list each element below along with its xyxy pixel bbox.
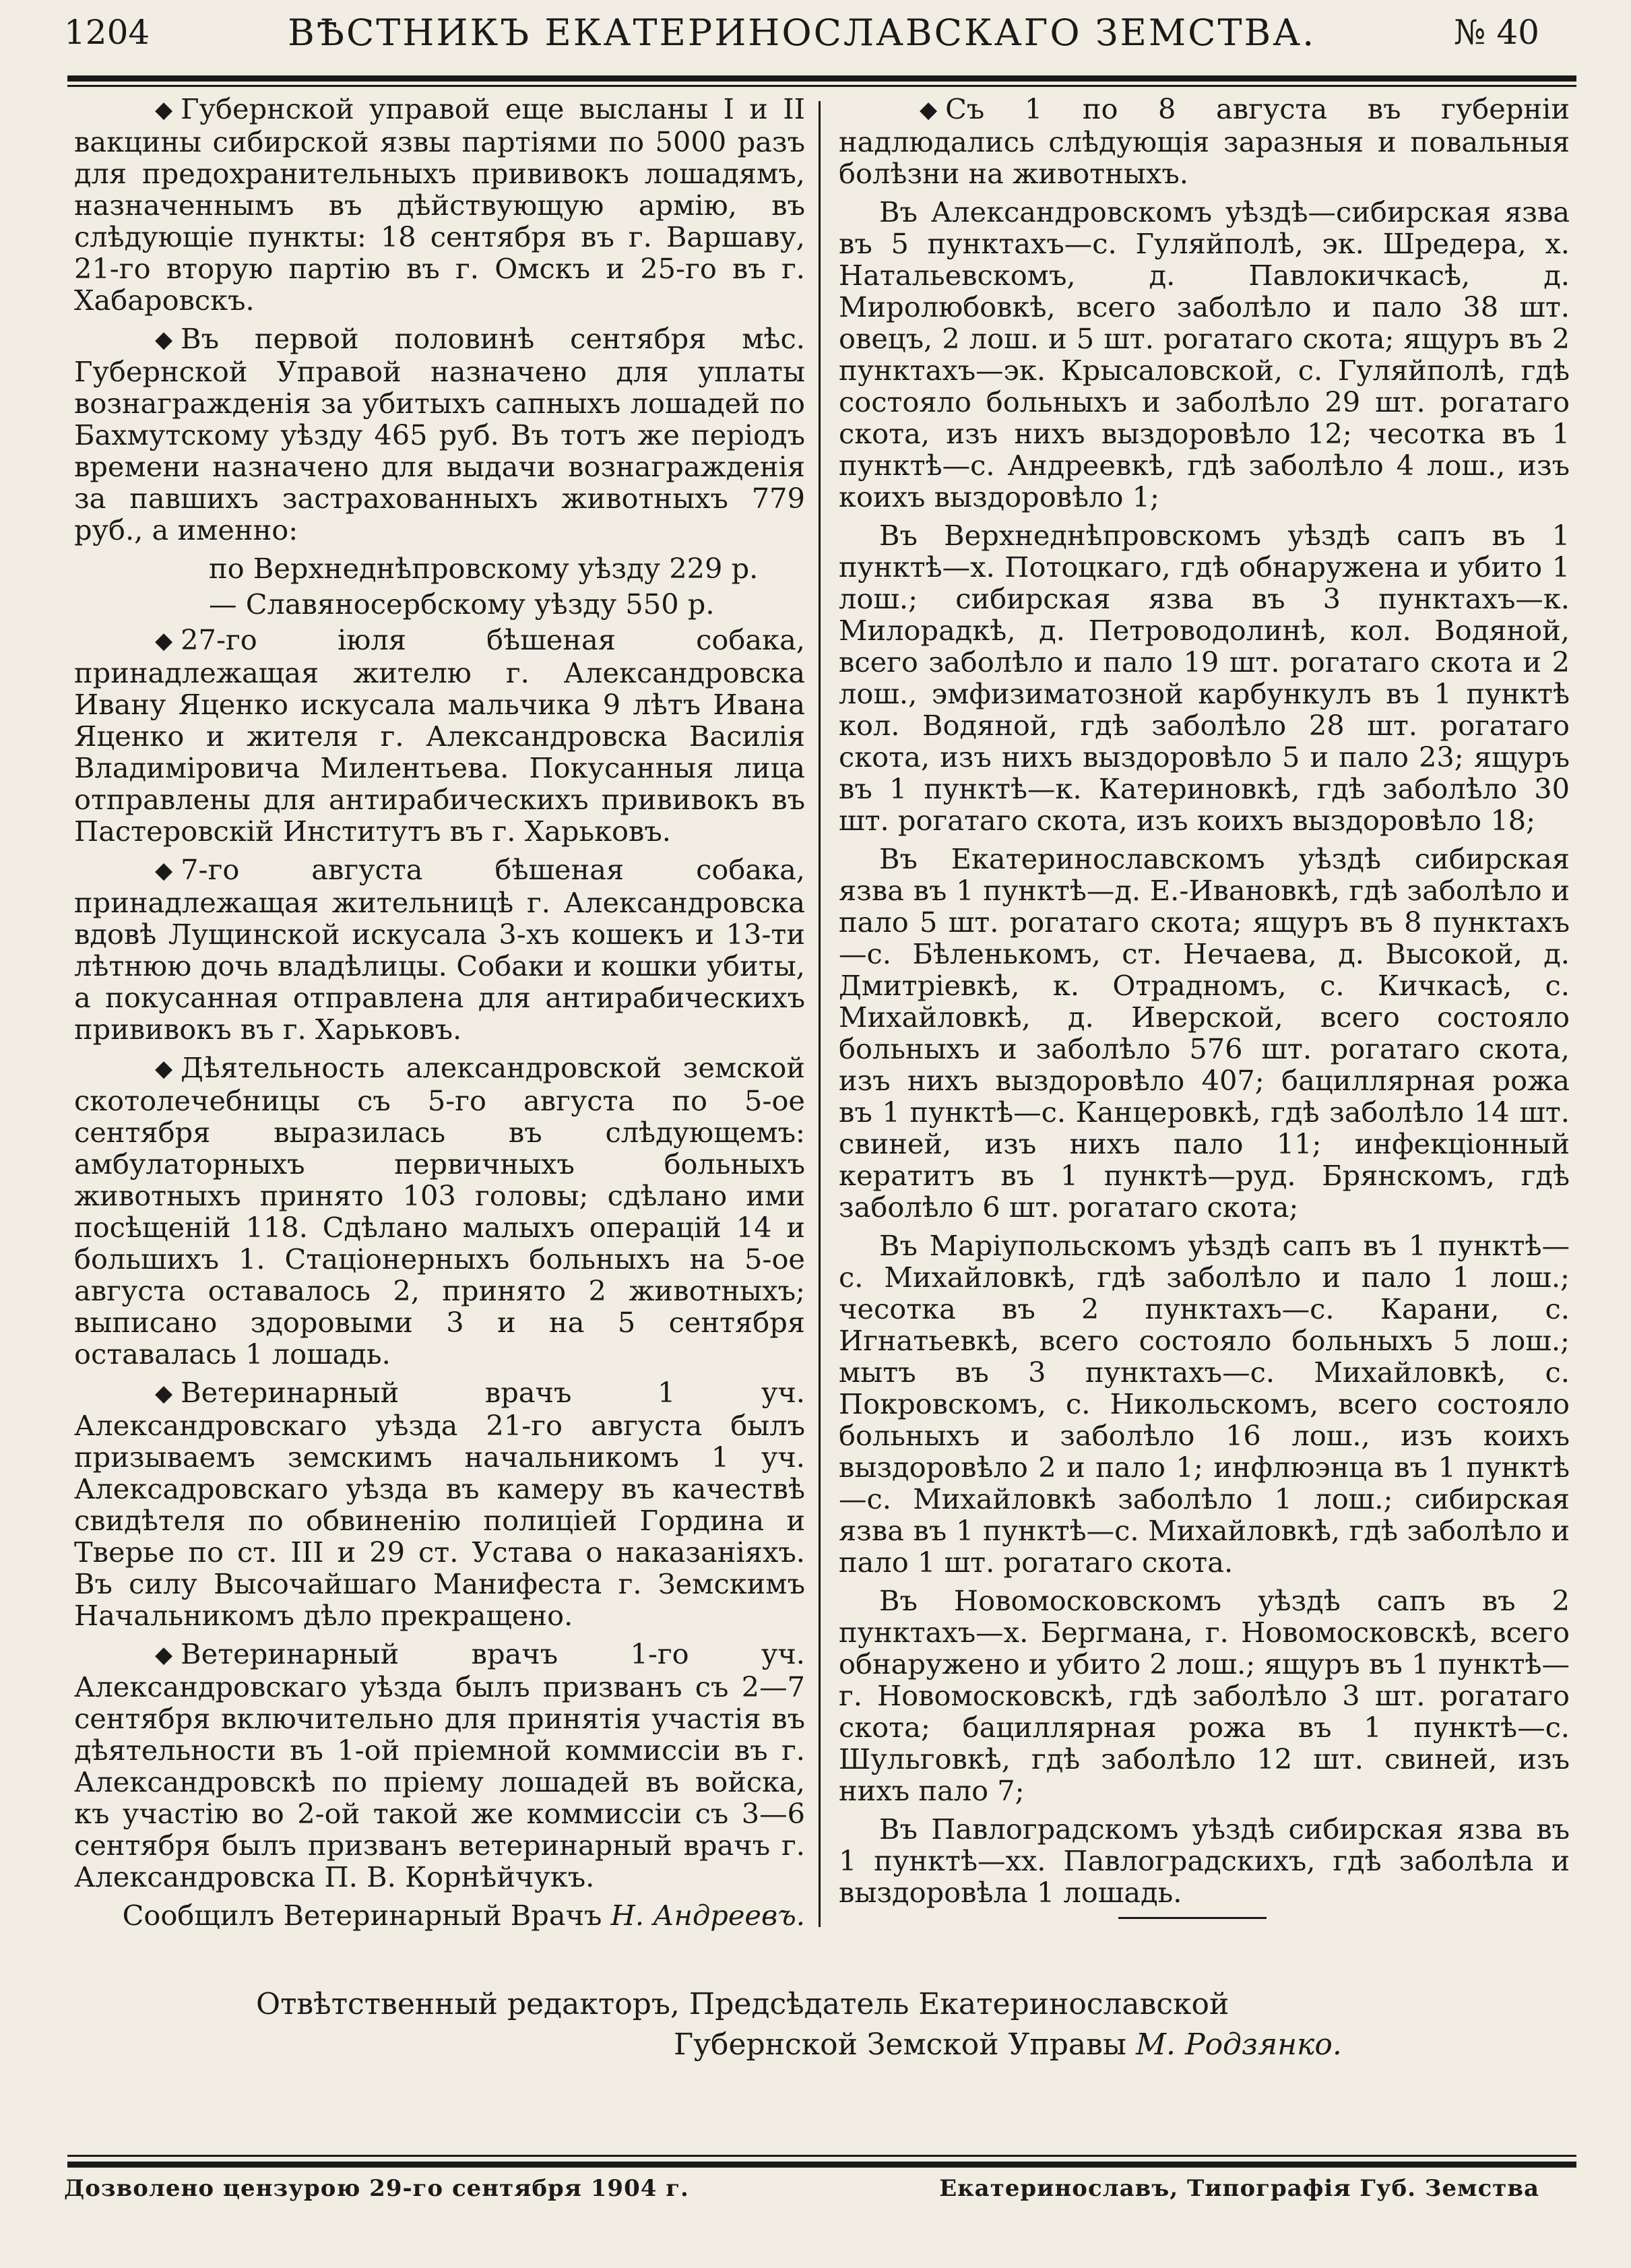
- diamond-ornament-icon: ◆: [155, 1380, 173, 1407]
- payment-line: по Верхнеднѣпровскому уѣзду 229 р.: [209, 552, 759, 585]
- page-header: [64, 5, 1539, 59]
- news-item: ◆ Дѣятельность александровской земской скотолечебницы съ 5-го августа по 5-ое сентября выразилась въ слѣдующемъ: амбулаторныхъ первичныхъ больныхъ животныхъ принято 103 головы; сдѣлано ими посѣщеній 118. Сдѣлано малыхъ операцій 14 и большихъ 1. Стаціонерныхъ больныхъ на 5-ое августа оставалось 2, принято 2 животныхъ; выписано здоровыми 3 и на 5 сентября оставалась 1 лошадь.: [74, 1051, 805, 1371]
- editor-line-2: Губернской Земской Управы М. Родзянко.: [674, 2027, 1342, 2062]
- district-report: Въ Верхнеднѣпровскомъ уѣздѣ сапъ въ 1 пунктѣ—х. Потоцкаго, гдѣ обнаружена и убито 1 лош.; сибирская язва въ 3 пунктахъ—к. Милорадкѣ, д. Петроводолинѣ, кол. Водяной, всего заболѣло и пало 19 шт. рогатаго скота и 2 лош., эмфизиматозной карбункулъ въ 1 пунктѣ кол. Водяной, гдѣ заболѣло 28 шт. рогатаго скота, изъ нихъ выздоровѣло 5 и пало 23; ящуръ въ 1 пунктѣ—к. Катериновкѣ, гдѣ заболѣло 30 шт. рогатаго скота, изъ коихъ выздоровѣло 18;: [839, 519, 1570, 837]
- editor-name: М. Родзянко.: [1135, 2027, 1342, 2062]
- footer-rule-thick: [67, 2162, 1576, 2168]
- news-item: ◆ Въ первой половинѣ сентября мѣс. Губернской Управой назначено для уплаты вознагражденія за убитыхъ сапныхъ лошадей по Бахмутскому уѣзду 465 руб. Въ тотъ же періодъ времени назначено для выдачи вознагражденія за павшихъ застрахованныхъ животныхъ 779 руб., а именно:: [74, 322, 805, 546]
- right-column: [839, 93, 1570, 1915]
- journal-title: ВѢСТНИКЪ ЕКАТЕРИНОСЛАВСКАГО ЗЕМСТВА.: [288, 11, 1316, 54]
- diamond-ornament-icon: ◆: [155, 1641, 173, 1668]
- printer-note: Екатеринославъ, Типографія Губ. Земства: [939, 2175, 1539, 2202]
- news-item: ◆ Ветеринарный врачъ 1 уч. Александровскаго уѣзда 21-го августа былъ призываемъ земскимъ начальникомъ 1 уч. Алексадровскаго уѣзда въ камеру въ качествѣ свидѣтеля по обвиненію полиціей Гордина и Тверье по ст. III и 29 ст. Устава о наказаніяхъ. Въ силу Высочайшаго Манифеста г. Земскимъ Начальникомъ дѣло прекращено.: [74, 1376, 805, 1632]
- news-item: ◆ 27-го іюля бѣшеная собака, принадлежащая жителю г. Александровска Ивану Яценко искусала мальчика 9 лѣтъ Ивана Яценко и жителя г. Александровска Василія Владиміровича Милентьева. Покусанныя лица отправлены для антирабическихъ прививокъ въ Пастеровскій Институтъ въ г. Харьковъ.: [74, 623, 805, 848]
- page-footer: [64, 2175, 1539, 2202]
- diamond-ornament-icon: ◆: [920, 96, 938, 123]
- left-column: [74, 93, 805, 1938]
- district-report: Въ Новомосковскомъ уѣздѣ сапъ въ 2 пунктахъ—х. Бергмана, г. Новомосковскѣ, всего обнаружено и убито 2 лош.; ящуръ въ 1 пунктѣ—г. Новомосковскѣ, гдѣ заболѣло 3 шт. рогатаго скота; бациллярная рожа въ 1 пунктѣ—с. Шульговкѣ, гдѣ заболѣло 12 шт. свиней, изъ нихъ пало 7;: [839, 1584, 1570, 1807]
- signature-line: Сообщилъ Ветеринарный Врачъ Н. Андреевъ.: [122, 1899, 805, 1932]
- signature-name: Н. Андреевъ.: [610, 1899, 805, 1932]
- diamond-ornament-icon: ◆: [155, 326, 173, 353]
- payment-line: — Славяносербскому уѣзду 550 р.: [209, 588, 715, 621]
- news-item: ◆ Съ 1 по 8 августа въ губерніи надлюдались слѣдующія заразныя и повальныя болѣзни на животныхъ.: [839, 92, 1570, 190]
- district-report: Въ Александровскомъ уѣздѣ—сибирская язва въ 5 пунктахъ—с. Гуляйполѣ, эк. Шредера, х. Натальевскомъ, д. Павлокичкасѣ, д. Миролюбовкѣ, всего заболѣло и пало 38 шт. овецъ, 2 лош. и 5 шт. рогатаго скота; ящуръ въ 2 пунктахъ—эк. Крысаловской, с. Гуляйполѣ, гдѣ состояло больныхъ и заболѣло 29 шт. рогатаго скота, изъ нихъ выздоровѣло 12; чесотка въ 1 пунктѣ—с. Андреевкѣ, гдѣ заболѣло 4 лош., изъ коихъ выздоровѣло 1;: [839, 195, 1570, 513]
- editor-credit: [256, 1984, 1342, 2065]
- diamond-ornament-icon: ◆: [155, 627, 173, 654]
- diamond-ornament-icon: ◆: [155, 96, 173, 123]
- news-item: ◆ 7-го августа бѣшеная собака, принадлежащая жительницѣ г. Александровска вдовѣ Лущинской искусала 3-хъ кошекъ и 13-ти лѣтнюю дочь владѣлицы. Собаки и кошки убиты, а покусанная отправлена для антирабическихъ прививокъ въ г. Харьковъ.: [74, 853, 805, 1046]
- header-rule: [67, 75, 1576, 82]
- end-rule: [1118, 1917, 1267, 1919]
- header-rule-thin: [67, 85, 1576, 87]
- page-number: 1204: [64, 13, 150, 52]
- district-report: Въ Екатеринославскомъ уѣздѣ сибирская язва въ 1 пунктѣ—д. Е.-Ивановкѣ, гдѣ заболѣло и пало 5 шт. рогатаго скота; ящуръ въ 8 пунктахъ—с. Бѣленькомъ, ст. Нечаева, д. Высокой, д. Дмитріевкѣ, к. Отрадномъ, с. Кичкасѣ, с. Михайловкѣ, д. Иверской, всего состояло больныхъ и заболѣло 576 шт. рогатаго скота, изъ нихъ выздоровѣло 407; бациллярная рожа въ 1 пунктѣ—с. Канцеровкѣ, гдѣ заболѣло 14 шт. свиней, изъ нихъ пало 11; инфекціонный кератитъ въ 1 пунктѣ—руд. Брянскомъ, гдѣ заболѣло 6 шт. рогатаго скота;: [839, 842, 1570, 1224]
- column-divider: [819, 101, 821, 1927]
- news-item: ◆ Губернской управой еще высланы I и II вакцины сибирской язвы партіями по 5000 разъ для предохранительныхъ прививокъ лошадямъ, назначеннымъ въ дѣйствующую армію, въ слѣдующіе пункты: 18 сентября въ г. Варшаву, 21-го вторую партію въ г. Омскъ и 25-го въ г. Хабаровскъ.: [74, 92, 805, 317]
- footer-rule: [67, 2155, 1576, 2157]
- editor-line-1: Отвѣтственный редакторъ, Предсѣдатель Екатеринославской: [256, 1987, 1229, 2021]
- censorship-note: Дозволено цензурою 29-го сентября 1904 г.: [64, 2175, 689, 2202]
- district-report: Въ Павлоградскомъ уѣздѣ сибирская язва въ 1 пунктѣ—хх. Павлоградскихъ, гдѣ заболѣла и выздоровѣла 1 лошадь.: [839, 1813, 1570, 1909]
- district-report: Въ Маріупольскомъ уѣздѣ сапъ въ 1 пунктѣ—с. Михайловкѣ, гдѣ заболѣло и пало 1 лош.; чесотка въ 2 пунктахъ—с. Карани, с. Игнатьевкѣ, всего состояло больныхъ 5 лош.; мытъ въ 3 пунктахъ—с. Михайловкѣ, с. Покровскомъ, с. Никольскомъ, всего состояло больныхъ и заболѣло 16 лош., изъ коихъ выздоровѣло 2 и пало 1; инфлюэнца въ 1 пунктѣ—с. Михайловкѣ заболѣло 1 лош.; сибирская язва въ 1 пунктѣ—с. Михайловкѣ, гдѣ заболѣло и пало 1 шт. рогатаго скота.: [839, 1229, 1570, 1579]
- issue-number: № 40: [1454, 13, 1539, 52]
- news-item: ◆ Ветеринарный врачъ 1-го уч. Александровскаго уѣзда былъ призванъ съ 2—7 сентября включительно для принятія участія въ дѣятельности въ 1-ой пріемной коммиссіи въ г. Александровскѣ по пріему лошадей въ войска, къ участію во 2-ой такой же коммиссіи съ 3—6 сентября былъ призванъ ветеринарный врачъ г. Александровска П. В. Корнѣйчукъ.: [74, 1637, 805, 1893]
- diamond-ornament-icon: ◆: [155, 1055, 173, 1082]
- diamond-ornament-icon: ◆: [155, 857, 173, 884]
